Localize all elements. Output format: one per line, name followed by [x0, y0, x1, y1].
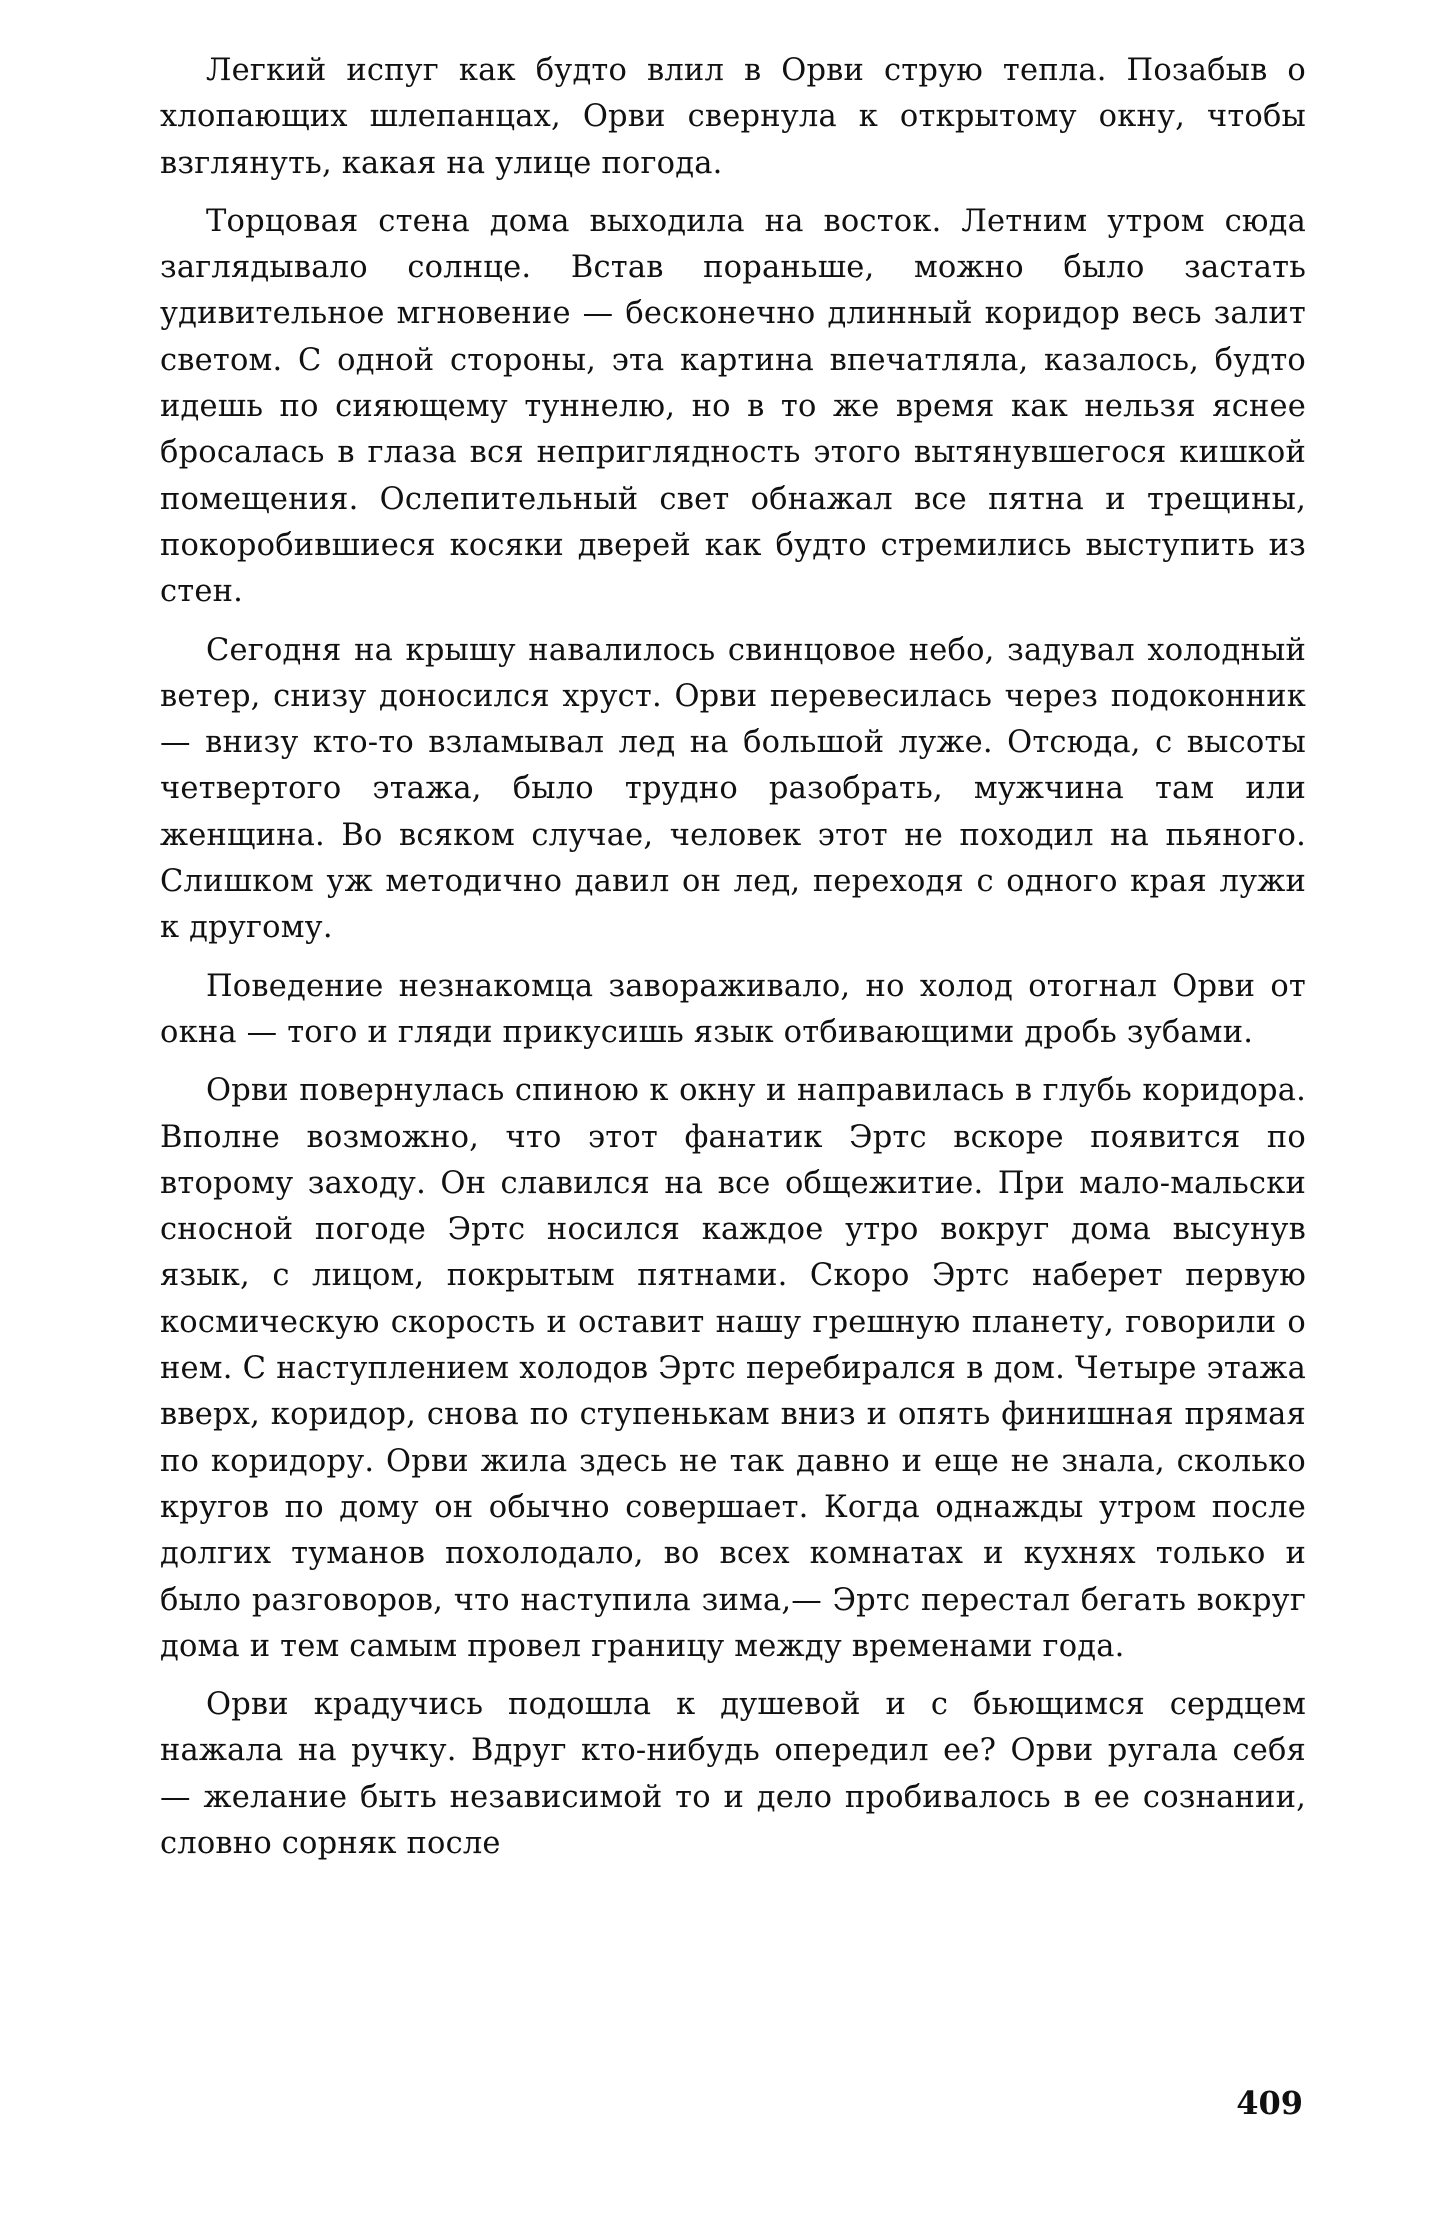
- page-number: 409: [1236, 2084, 1303, 2122]
- paragraph: Поведение незнакомца завораживало, но холод отогнал Орви от окна — того и гляди прикусишь язык отбивающими дробь зубами.: [160, 968, 1306, 1050]
- paragraph: Торцовая стена дома выходила на восток. Летним утром сюда заглядывало солнце. Встав пораньше, можно было застать удивительное мгновение — бесконечно длинный коридор весь залит светом. С одной стороны, эта картина впечатляла, казалось, будто идешь по сияющему туннелю, но в то же время как нельзя яснее бросалась в глаза вся неприглядность этого вытянувшегося кишкой помещения. Ослепительный свет обнажал все пятна и трещины, покоробившиеся косяки дверей как будто стремились выступить из стен.: [160, 203, 1306, 610]
- paragraph: Орви повернулась спиною к окну и направилась в глубь коридора. Вполне возможно, что этот фанатик Эртс вскоре появится по второму заходу. Он славился на все общежитие. При мало-мальски сносной погоде Эртс носился каждое утро вокруг дома высунув язык, с лицом, покрытым пятнами. Скоро Эртс наберет первую космическую скорость и оставит нашу грешную планету, говорили о нем. С наступлением холодов Эртс перебирался в дом. Четыре этажа вверх, коридор, снова по ступенькам вниз и опять финишная прямая по коридору. Орви жила здесь не так давно и еще не знала, сколько кругов по дому он обычно совершает. Когда однажды утром после долгих туманов похолодало, во всех комнатах и кухнях только и было разговоров, что наступила зима,— Эртс перестал бегать вокруг дома и тем самым провел границу между временами года.: [160, 1073, 1306, 1664]
- paragraph: Сегодня на крышу навалилось свинцовое небо, задувал холодный ветер, снизу доносился хруст. Орви перевесилась через подоконник — внизу кто-то взламывал лед на большой луже. Отсюда, с высоты четвертого этажа, было трудно разобрать, мужчина там или женщина. Во всяком случае, человек этот не походил на пьяного. Слишком уж методично давил он лед, переходя с одного края лужи к другому.: [160, 632, 1306, 946]
- paragraph: Легкий испуг как будто влил в Орви струю тепла. Позабыв о хлопающих шлепанцах, Орви свернула к открытому окну, чтобы взглянуть, какая на улице погода.: [160, 53, 1306, 181]
- body-text: [160, 48, 1306, 1867]
- paragraph: Орви крадучись подошла к душевой и с бьющимся сердцем нажала на ручку. Вдруг кто-нибудь опередил ее? Орви ругала себя — желание быть независимой то и дело пробивалось в ее сознании, словно сорняк после: [160, 1687, 1306, 1861]
